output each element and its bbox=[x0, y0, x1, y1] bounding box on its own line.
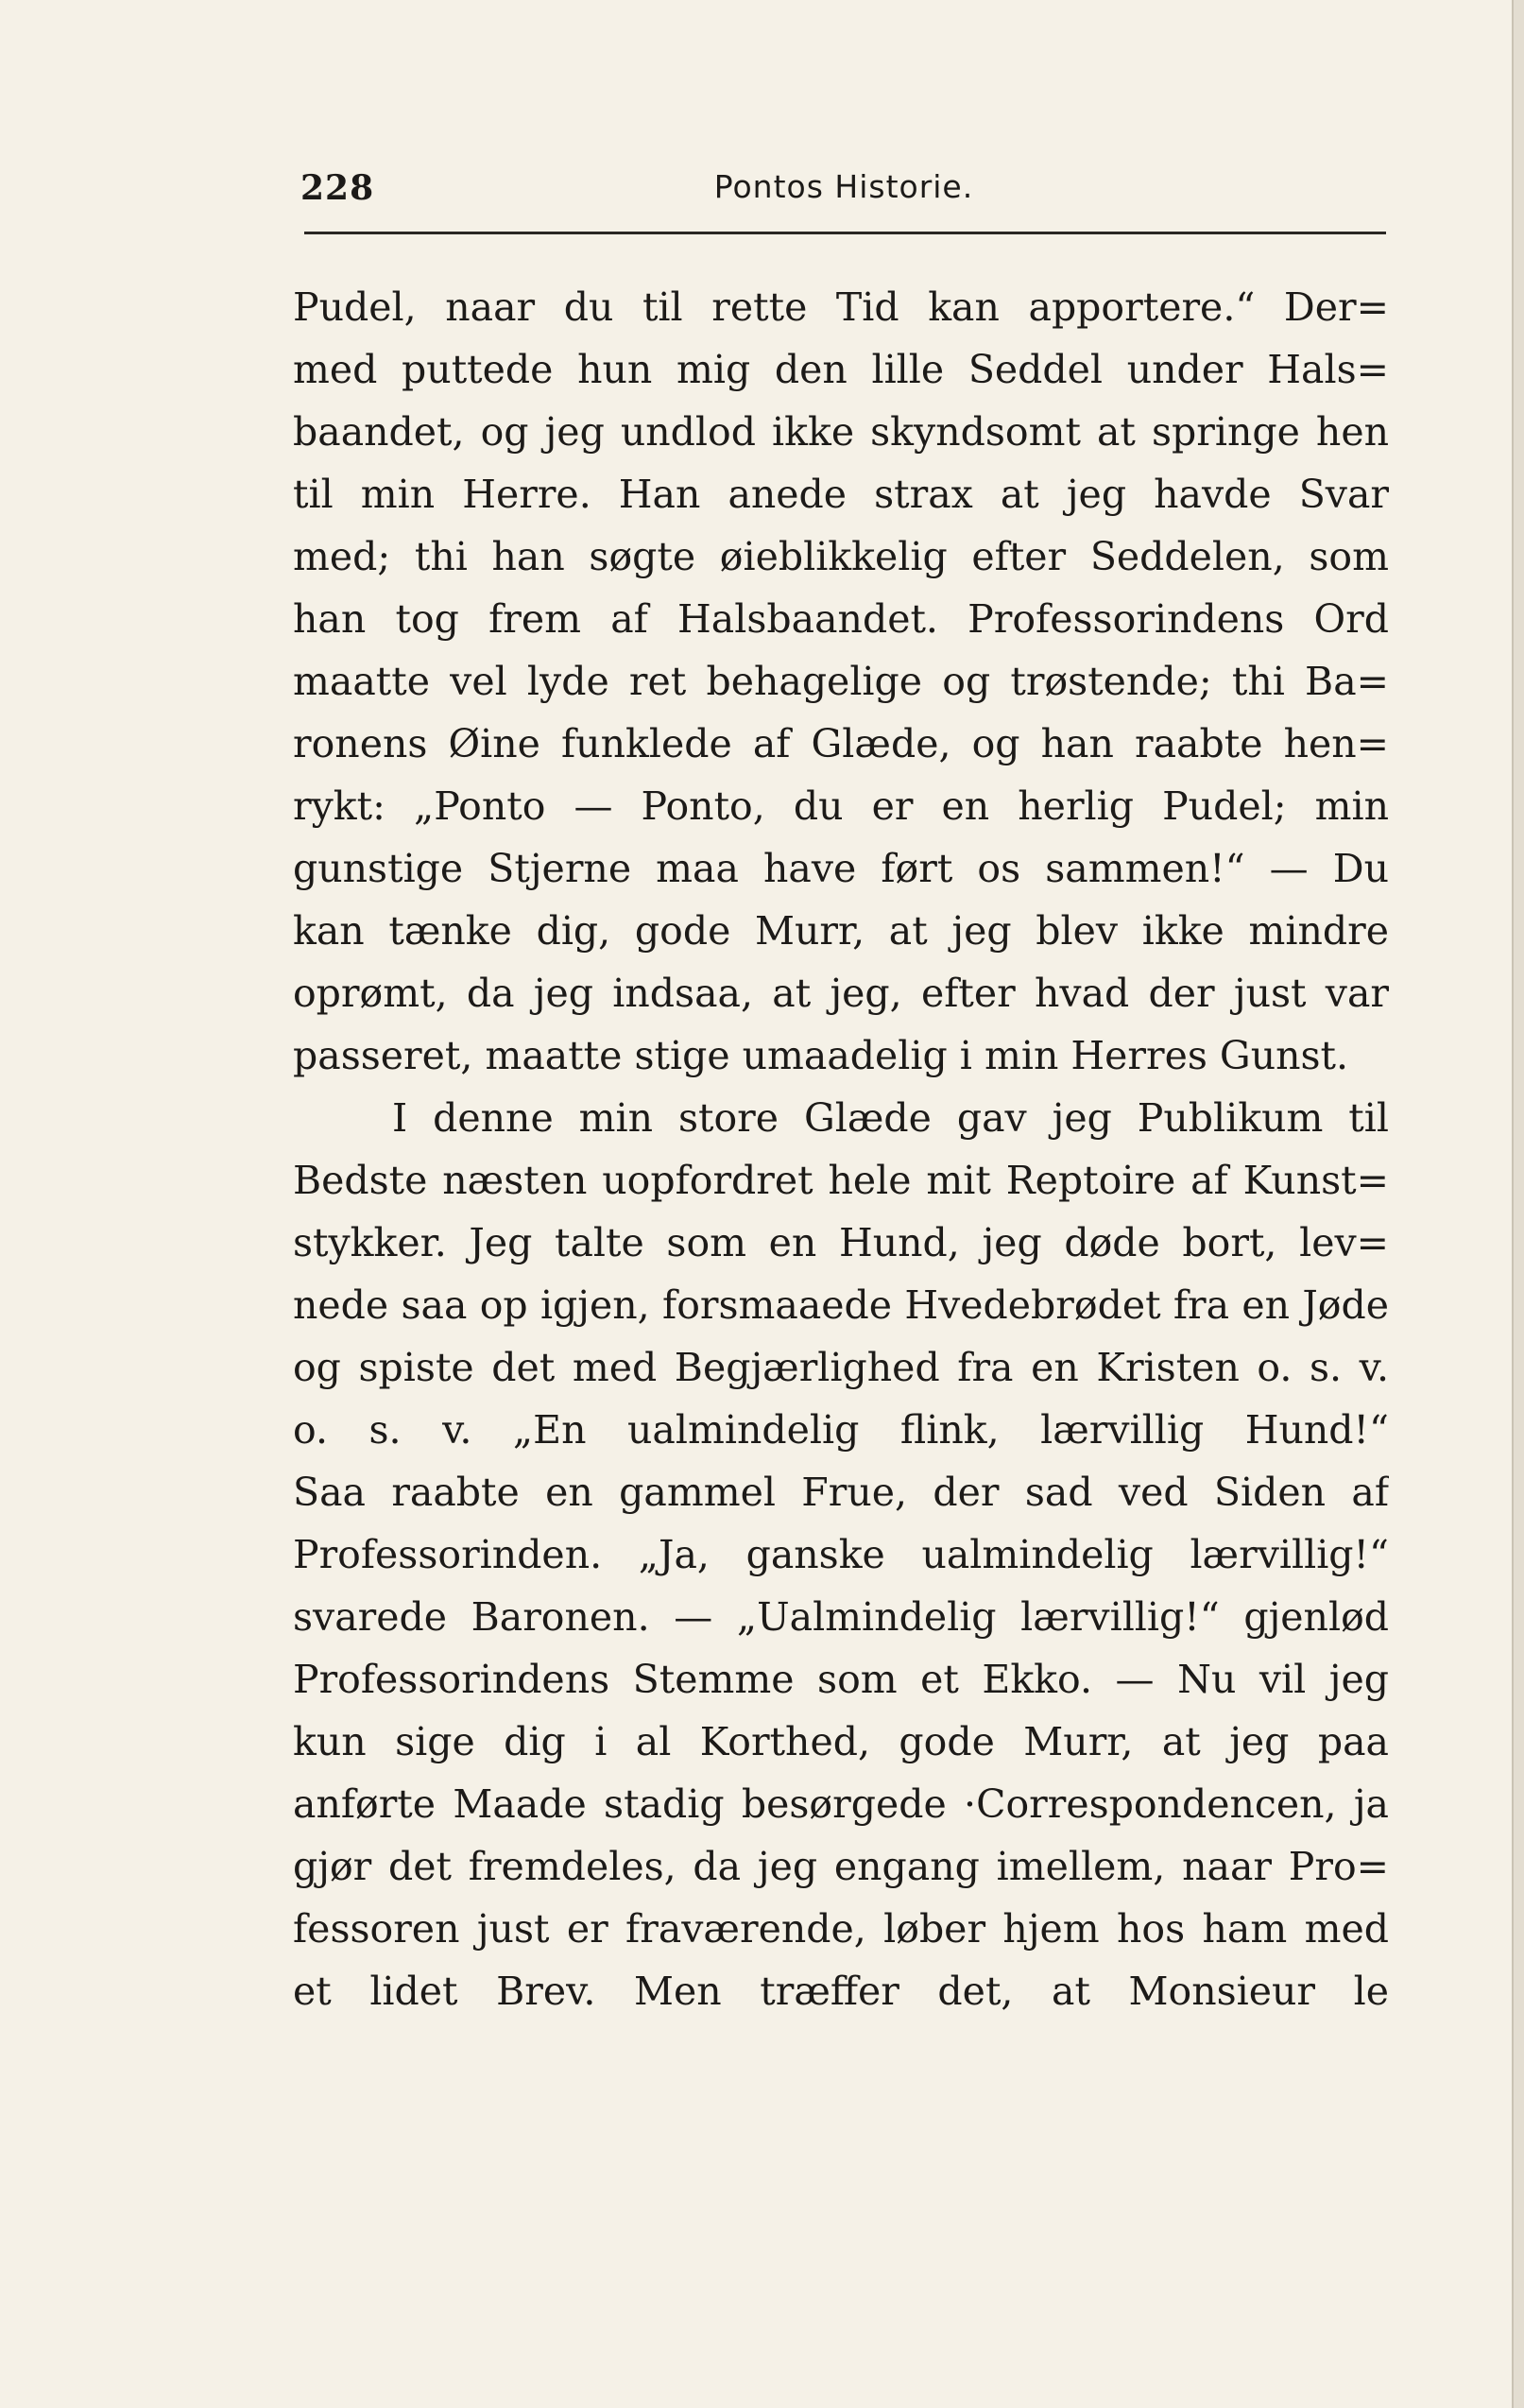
text-line: Professorinden. „Ja, ganske ualmindelig lærvillig!“ bbox=[293, 1532, 1389, 1577]
text-line: Pudel, naar du til rette Tid kan apportere.“ Der= bbox=[293, 284, 1389, 330]
text-line: og spiste det med Begjærlighed fra en Kristen o. s. v. bbox=[293, 1345, 1389, 1390]
text-line: med; thi han søgte øieblikkelig efter Seddelen, som bbox=[293, 534, 1389, 579]
text-line: kan tænke dig, gode Murr, at jeg blev ikke mindre bbox=[293, 908, 1389, 954]
text-line: med puttede hun mig den lille Seddel under Hals= bbox=[293, 347, 1389, 392]
header-rule bbox=[304, 232, 1386, 234]
text-line: svarede Baronen. — „Ualmindelig lærvillig!“ gjenlød bbox=[293, 1594, 1389, 1640]
text-line: rykt: „Ponto — Ponto, du er en herlig Pudel; min bbox=[293, 783, 1389, 829]
body-text bbox=[293, 276, 1389, 2022]
text-line: ronens Øine funklede af Glæde, og han raabte hen= bbox=[293, 721, 1389, 766]
text-line: maatte vel lyde ret behagelige og trøstende; thi Ba= bbox=[293, 659, 1389, 704]
text-line: Saa raabte en gammel Frue, der sad ved Siden af bbox=[293, 1470, 1389, 1515]
text-line: til min Herre. Han anede strax at jeg havde Svar bbox=[293, 472, 1389, 517]
text-line: et lidet Brev. Men træffer det, at Monsieur le bbox=[293, 1969, 1389, 2014]
text-line: gunstige Stjerne maa have ført os sammen!“ — Du bbox=[293, 846, 1389, 891]
text-line: stykker. Jeg talte som en Hund, jeg døde bort, lev= bbox=[293, 1220, 1389, 1265]
text-line: anførte Maade stadig besørgede ·Correspondencen, ja bbox=[293, 1781, 1389, 1827]
text-line: nede saa op igjen, forsmaaede Hvedebrødet fra en Jøde bbox=[293, 1282, 1389, 1328]
text-line: kun sige dig i al Korthed, gode Murr, at jeg paa bbox=[293, 1719, 1389, 1764]
page-edge bbox=[1512, 0, 1524, 2408]
page-header bbox=[300, 161, 1387, 217]
text-line: Professorindens Stemme som et Ekko. — Nu vil jeg bbox=[293, 1657, 1389, 1702]
running-title: Pontos Historie. bbox=[713, 168, 974, 205]
text-line: baandet, og jeg undlod ikke skyndsomt at springe hen bbox=[293, 409, 1389, 455]
paragraph-first-line: I denne min store Glæde gav jeg Publikum til bbox=[392, 1095, 1389, 1141]
text-line: gjør det fremdeles, da jeg engang imellem, naar Pro= bbox=[293, 1844, 1389, 1889]
text-line: Bedste næsten uopfordret hele mit Reptoire af Kunst= bbox=[293, 1158, 1389, 1203]
text-line: fessoren just er fraværende, løber hjem hos ham med bbox=[293, 1906, 1389, 1952]
text-line: oprømt, da jeg indsaa, at jeg, efter hvad der just var bbox=[293, 971, 1389, 1016]
text-line: o. s. v. „En ualmindelig flink, lærvillig Hund!“ bbox=[293, 1407, 1389, 1453]
text-line: passeret, maatte stige umaadelig i min Herres Gunst. bbox=[293, 1033, 1349, 1078]
page-number: 228 bbox=[300, 168, 375, 208]
text-line: han tog frem af Halsbaandet. Professorindens Ord bbox=[293, 596, 1389, 642]
